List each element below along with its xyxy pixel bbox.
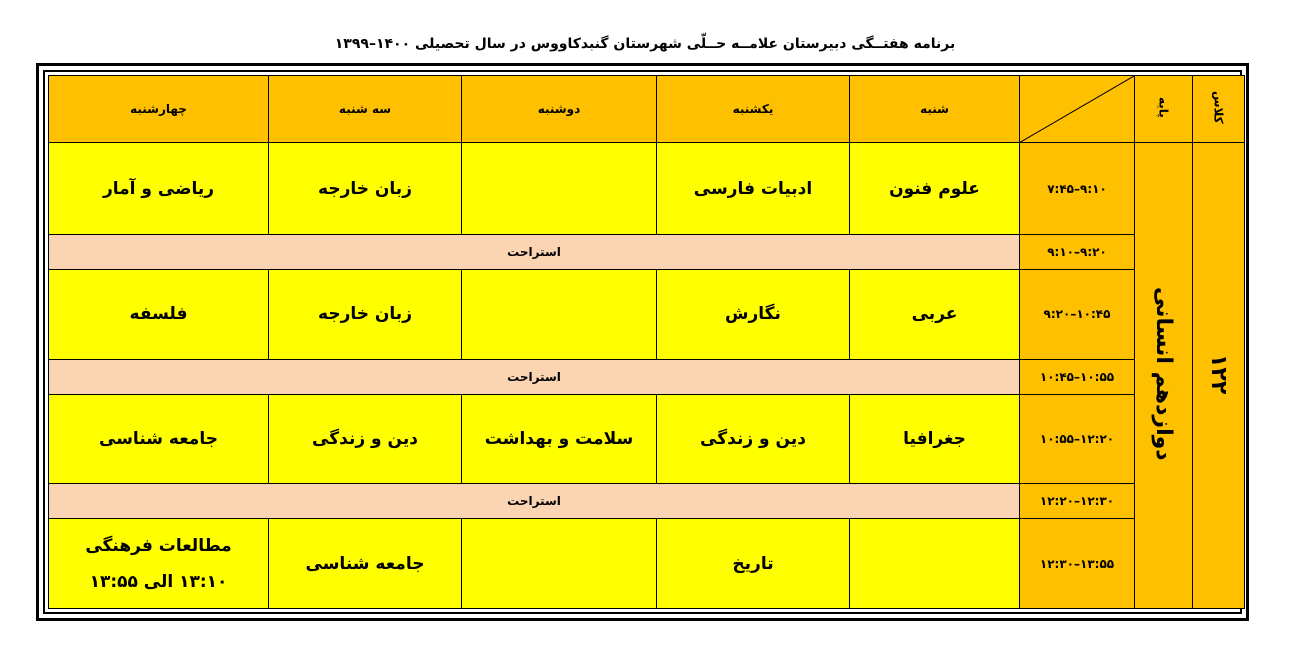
schedule-cell: جغرافیا	[850, 394, 1020, 484]
break-label: استراحت	[49, 359, 1020, 394]
schedule-cell: نگارش	[657, 270, 850, 360]
schedule-cell: عربی	[850, 270, 1020, 360]
schedule-frame	[36, 63, 1249, 621]
schedule-table	[48, 75, 1245, 609]
schedule-cell	[850, 519, 1020, 609]
period-row	[49, 143, 1245, 235]
schedule-cell: ریاضی و آمار	[49, 143, 269, 235]
schedule-cell	[49, 519, 269, 609]
grade-value: دوازدهم انسانی	[1135, 143, 1193, 609]
break-label: استراحت	[49, 234, 1020, 269]
break-label: استراحت	[49, 484, 1020, 519]
schedule-cell-time-note: ۱۳:۱۰ الی ۱۳:۵۵	[89, 571, 228, 592]
schedule-cell: زبان خارجه	[269, 143, 462, 235]
schedule-cell	[462, 143, 657, 235]
schedule-cell: سلامت و بهداشت	[462, 394, 657, 484]
break-row	[49, 359, 1245, 394]
period-row	[49, 270, 1245, 360]
break-row	[49, 234, 1245, 269]
schedule-cell: دین و زندگی	[657, 394, 850, 484]
schedule-cell: جامعه شناسی	[269, 519, 462, 609]
break-time: ۹:۲۰–۹:۱۰	[1020, 234, 1135, 269]
day-header: یکشنبه	[657, 76, 850, 143]
header-row	[49, 76, 1245, 143]
period-time: ۹:۱۰–۷:۴۵	[1020, 143, 1135, 235]
period-row	[49, 519, 1245, 609]
class-value: ۱۲۲	[1193, 143, 1245, 609]
schedule-cell: ادبیات فارسی	[657, 143, 850, 235]
break-row	[49, 484, 1245, 519]
period-time: ۱۲:۲۰–۱۰:۵۵	[1020, 394, 1135, 484]
period-row	[49, 394, 1245, 484]
schedule-cell-course: مطالعات فرهنگی	[85, 535, 232, 556]
break-time: ۱۰:۵۵–۱۰:۴۵	[1020, 359, 1135, 394]
schedule-cell	[462, 270, 657, 360]
break-time: ۱۲:۳۰–۱۲:۲۰	[1020, 484, 1135, 519]
time-header-diagonal	[1020, 76, 1135, 143]
schedule-cell: زبان خارجه	[269, 270, 462, 360]
period-time: ۱۰:۴۵–۹:۲۰	[1020, 270, 1135, 360]
schedule-cell: جامعه شناسی	[49, 394, 269, 484]
day-header: شنبه	[850, 76, 1020, 143]
day-header: دوشنبه	[462, 76, 657, 143]
period-time: ۱۳:۵۵–۱۲:۳۰	[1020, 519, 1135, 609]
schedule-cell	[462, 519, 657, 609]
day-header: چهارشنبه	[49, 76, 269, 143]
schedule-cell: فلسفه	[49, 270, 269, 360]
schedule-cell: دین و زندگی	[269, 394, 462, 484]
class-header: کلاس	[1193, 76, 1245, 143]
grade-header: پایه	[1135, 76, 1193, 143]
day-header: سه شنبه	[269, 76, 462, 143]
schedule-cell: تاریخ	[657, 519, 850, 609]
schedule-cell: علوم فنون	[850, 143, 1020, 235]
page-title: برنامه هفتــگی دبیرستان علامــه حــلّی شهرستان گنبدکاووس در سال تحصیلی ۱۴۰۰–۱۳۹۹	[334, 36, 956, 52]
